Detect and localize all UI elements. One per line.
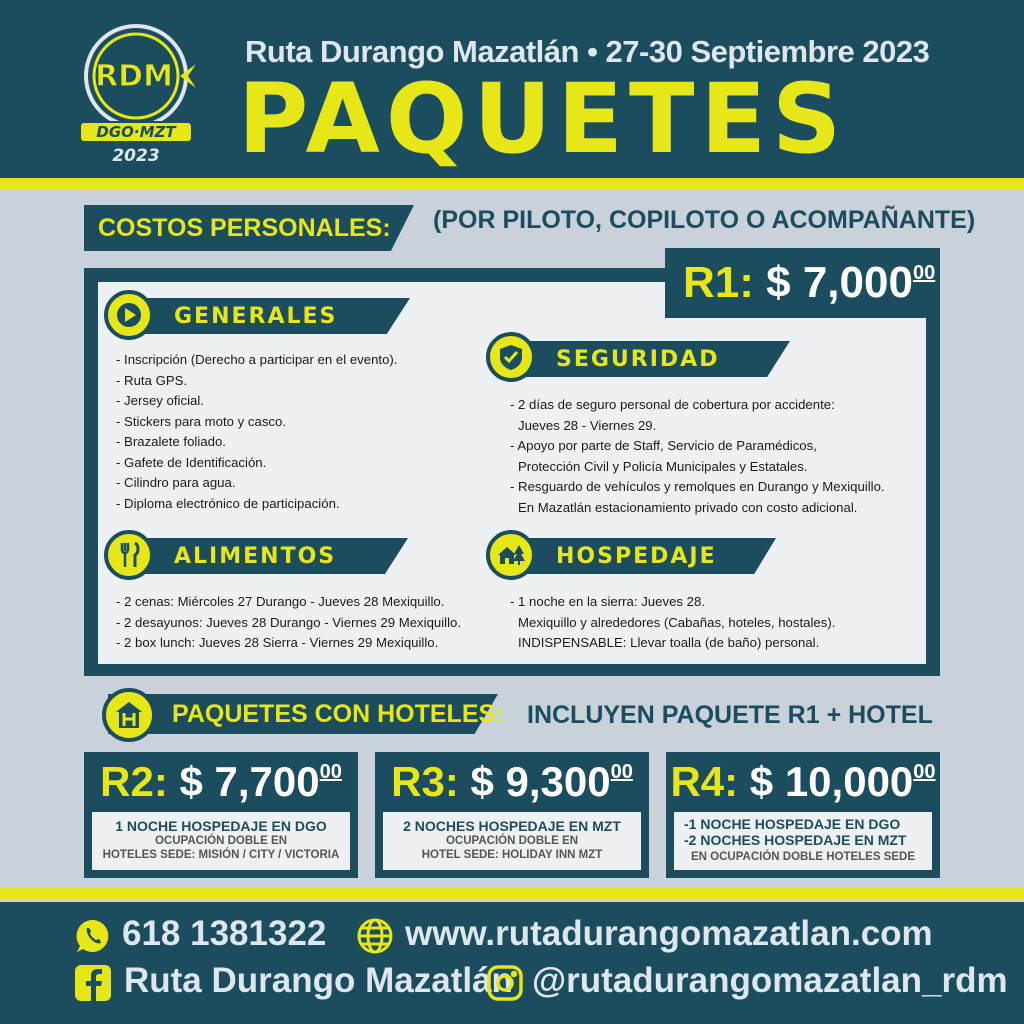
list-item: - Stickers para moto y casco. — [116, 413, 287, 429]
facebook-link[interactable]: Ruta Durango Mazatlán — [124, 961, 513, 1000]
generales-title: GENERALES — [174, 304, 338, 329]
r4-package-card — [666, 752, 940, 878]
alimentos-title: ALIMENTOS — [174, 544, 337, 569]
r2-cents: 00 — [319, 761, 342, 783]
fork-knife-icon — [104, 530, 154, 580]
list-item: - 2 días de seguro personal de cobertura por accidente: — [510, 397, 835, 412]
r3-amount: $ 9,300 — [470, 758, 611, 805]
list-item: - Cilindro para agua. — [116, 475, 236, 490]
rdm-logo — [72, 18, 200, 168]
r4-cents: 00 — [913, 761, 936, 783]
seguridad-title: SEGURIDAD — [556, 347, 720, 372]
r3-sub-line: OCUPACIÓN DOBLE EN — [445, 835, 579, 847]
costos-label: COSTOS PERSONALES: — [98, 214, 391, 242]
hospedaje-title: HOSPEDAJE — [556, 544, 717, 569]
globe-icon — [356, 917, 394, 955]
instagram-icon — [486, 964, 524, 1002]
hotel-icon — [102, 688, 156, 742]
list-item: - 2 box lunch: Jueves 28 Sierra - Viernes 29 Mexiquillo. — [116, 635, 439, 650]
list-item: - 2 desayunos: Jueves 28 Durango - Viernes 29 Mexiquillo. — [116, 614, 462, 630]
play-icon — [104, 290, 154, 340]
list-item: Protección Civil y Policía Municipales y Estatales. — [518, 458, 808, 474]
r3-cents: 00 — [610, 761, 633, 783]
list-item: - 2 cenas: Miércoles 27 Durango - Jueves 28 Mexiquillo. — [116, 594, 445, 609]
list-item: - 1 noche en la sierra: Jueves 28. — [510, 594, 705, 609]
r2-details — [92, 812, 350, 870]
cabin-tree-icon — [486, 530, 536, 580]
logo-top-text: RDM — [95, 59, 173, 94]
list-item: - Gafete de Identificación. — [116, 454, 267, 470]
logo-middle-text: DGO·MZT — [96, 123, 176, 141]
list-item: - Jersey oficial. — [116, 393, 204, 408]
r2-amount: $ 7,700 — [179, 758, 320, 805]
seguridad-list — [510, 395, 885, 518]
r3-package-card — [375, 752, 649, 878]
r3-details — [383, 812, 641, 870]
costos-note: (POR PILOTO, COPILOTO O ACOMPAÑANTE) — [433, 206, 976, 234]
list-item: En Mazatlán estacionamiento privado con costo adicional. — [518, 499, 858, 515]
r2-sub-line: OCUPACIÓN DOBLE EN — [154, 835, 288, 847]
whatsapp-icon — [74, 917, 112, 955]
list-item: - Apoyo por parte de Staff, Servicio de Paramédicos, — [510, 438, 817, 453]
facebook-icon — [74, 964, 112, 1002]
list-item: - Resguardo de vehículos y remolques en Durango y Mexiquillo. — [510, 479, 885, 494]
r4-amount: $ 10,000 — [749, 758, 914, 805]
r4-sub-line: EN OCUPACIÓN DOBLE HOTELES SEDE — [690, 851, 916, 863]
logo-year-text: 2023 — [112, 146, 160, 166]
r2-package-card — [84, 752, 358, 878]
list-item: - Diploma electrónico de participación. — [116, 495, 340, 511]
r4-code: R4: — [670, 758, 739, 805]
r2-code: R2: — [100, 758, 168, 805]
r4-details — [674, 812, 932, 870]
phone-number[interactable]: 618 1381322 — [122, 914, 327, 953]
hoteles-label: PAQUETES CON HOTELES: — [172, 700, 504, 728]
list-item: - Inscripción (Derecho a participar en el evento). — [116, 352, 398, 367]
r4-main-line: -2 NOCHES HOSPEDAJE EN MZT — [684, 832, 907, 848]
r3-sub-line: HOTEL SEDE: HOLIDAY INN MZT — [421, 849, 603, 861]
r2-main-line: 1 NOCHE HOSPEDAJE EN DGO — [115, 818, 327, 834]
r4-main-line: -1 NOCHE HOSPEDAJE EN DGO — [684, 816, 901, 832]
list-item: Jueves 28 - Viernes 29. — [518, 417, 657, 433]
list-item: INDISPENSABLE: Llevar toalla (de baño) personal. — [518, 635, 820, 650]
r1-price-box — [665, 248, 940, 318]
website-link[interactable]: www.rutadurangomazatlan.com — [405, 914, 933, 953]
list-item: - Brazalete foliado. — [116, 434, 226, 449]
list-item: - Ruta GPS. — [116, 372, 188, 388]
r3-code: R3: — [391, 758, 459, 805]
shield-check-icon — [486, 332, 536, 382]
hoteles-note: INCLUYEN PAQUETE R1 + HOTEL — [527, 701, 933, 729]
hospedaje-list — [510, 592, 835, 654]
r1-code: R1: — [683, 258, 754, 307]
event-subtitle: Ruta Durango Mazatlán • 27-30 Septiembre 2023 — [245, 34, 930, 69]
r3-main-line: 2 NOCHES HOSPEDAJE EN MZT — [403, 818, 621, 834]
generales-list — [116, 350, 397, 514]
page-title: PAQUETES — [238, 63, 848, 175]
instagram-link[interactable]: @rutadurangomazatlan_rdm — [532, 961, 1008, 1000]
r1-amount: $ 7,000 — [766, 258, 913, 307]
list-item: Mexiquillo y alrededores (Cabañas, hoteles, hostales). — [518, 614, 836, 630]
r2-sub-line: HOTELES SEDE: MISIÓN / CITY / VICTORIA — [102, 849, 340, 861]
r1-cents: 00 — [912, 262, 936, 284]
header-accent-stripe — [0, 178, 1024, 190]
alimentos-list — [116, 592, 461, 654]
footer-accent-stripe — [0, 888, 1024, 900]
